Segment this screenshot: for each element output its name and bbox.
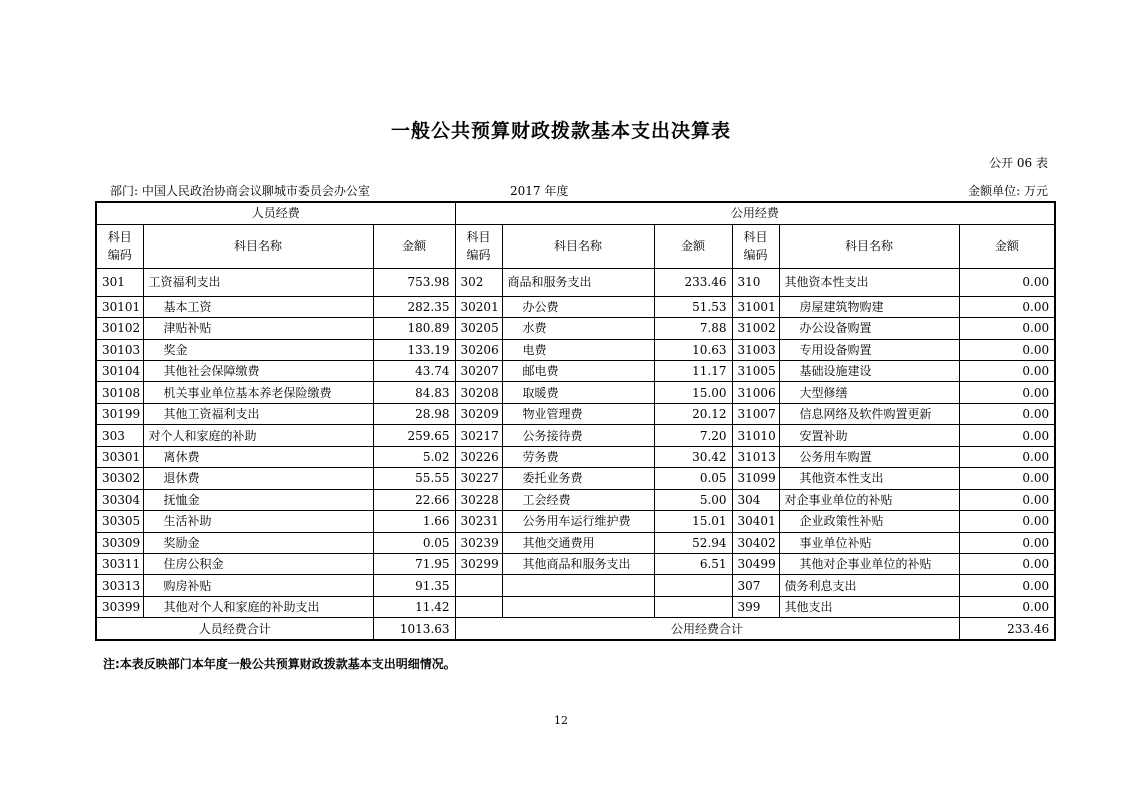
header-amount: 金额	[959, 224, 1055, 268]
public-code	[455, 596, 502, 617]
other-name: 信息网络及软件购置更新	[779, 403, 959, 424]
other-code: 31003	[732, 339, 779, 360]
other-name: 其他资本性支出	[779, 268, 959, 296]
other-amount: 0.00	[959, 489, 1055, 510]
public-code: 30228	[455, 489, 502, 510]
public-amount: 52.94	[654, 532, 732, 553]
public-amount: 5.00	[654, 489, 732, 510]
personnel-code: 30301	[96, 446, 143, 467]
other-code: 30402	[732, 532, 779, 553]
other-name: 对企事业单位的补贴	[779, 489, 959, 510]
personnel-amount: 753.98	[373, 268, 455, 296]
header-name: 科目名称	[502, 224, 654, 268]
other-name: 其他对企事业单位的补贴	[779, 553, 959, 574]
other-amount: 0.00	[959, 339, 1055, 360]
public-name: 商品和服务支出	[502, 268, 654, 296]
public-name: 委托业务费	[502, 468, 654, 489]
other-code: 399	[732, 596, 779, 617]
personnel-code: 30309	[96, 532, 143, 553]
other-code: 31002	[732, 318, 779, 339]
other-name: 办公设备购置	[779, 318, 959, 339]
personnel-amount: 11.42	[373, 596, 455, 617]
public-amount: 7.88	[654, 318, 732, 339]
public-code: 30207	[455, 361, 502, 382]
other-amount: 0.00	[959, 532, 1055, 553]
public-amount: 51.53	[654, 296, 732, 317]
personnel-amount: 282.35	[373, 296, 455, 317]
public-amount: 20.12	[654, 403, 732, 424]
personnel-name: 其他工资福利支出	[143, 403, 373, 424]
page-title: 一般公共预算财政拨款基本支出决算表	[390, 120, 731, 142]
page-number: 12	[554, 714, 568, 727]
personnel-name: 购房补贴	[143, 575, 373, 596]
personnel-amount: 1.66	[373, 511, 455, 532]
personnel-amount: 133.19	[373, 339, 455, 360]
other-name: 债务利息支出	[779, 575, 959, 596]
totals-row	[96, 618, 1055, 640]
table-row	[96, 446, 1055, 467]
public-name: 取暖费	[502, 382, 654, 403]
header-code: 科目 编码	[455, 224, 502, 268]
public-name: 办公费	[502, 296, 654, 317]
public-amount: 15.01	[654, 511, 732, 532]
personnel-name: 基本工资	[143, 296, 373, 317]
public-name	[502, 575, 654, 596]
header-amount: 金额	[373, 224, 455, 268]
header-amount: 金额	[654, 224, 732, 268]
department-label: 部门: 中国人民政治协商会议聊城市委员会办公室	[110, 184, 370, 198]
personnel-amount: 259.65	[373, 425, 455, 446]
table-row	[96, 339, 1055, 360]
other-amount: 0.00	[959, 382, 1055, 403]
other-amount: 0.00	[959, 425, 1055, 446]
public-code	[455, 575, 502, 596]
expenditure-table	[95, 201, 1056, 641]
other-amount: 0.00	[959, 553, 1055, 574]
public-name	[502, 596, 654, 617]
public-code: 30208	[455, 382, 502, 403]
other-code: 31010	[732, 425, 779, 446]
public-code: 30227	[455, 468, 502, 489]
personnel-name: 住房公积金	[143, 553, 373, 574]
personnel-total-amount: 1013.63	[373, 618, 455, 640]
personnel-code: 30104	[96, 361, 143, 382]
public-code: 30201	[455, 296, 502, 317]
other-code: 31007	[732, 403, 779, 424]
group-header-row	[96, 202, 1055, 224]
public-amount: 11.17	[654, 361, 732, 382]
public-amount: 15.00	[654, 382, 732, 403]
personnel-name: 离休费	[143, 446, 373, 467]
public-name: 邮电费	[502, 361, 654, 382]
other-amount: 0.00	[959, 403, 1055, 424]
public-name: 水费	[502, 318, 654, 339]
other-amount: 0.00	[959, 361, 1055, 382]
personnel-name: 其他社会保障缴费	[143, 361, 373, 382]
personnel-name: 工资福利支出	[143, 268, 373, 296]
table-row	[96, 318, 1055, 339]
column-header-row	[96, 224, 1055, 268]
public-amount: 0.05	[654, 468, 732, 489]
public-code: 30206	[455, 339, 502, 360]
public-amount: 233.46	[654, 268, 732, 296]
personnel-amount: 5.02	[373, 446, 455, 467]
personnel-amount: 22.66	[373, 489, 455, 510]
other-amount: 0.00	[959, 318, 1055, 339]
other-amount: 0.00	[959, 446, 1055, 467]
public-total-label: 公用经费合计	[455, 618, 959, 640]
personnel-name: 抚恤金	[143, 489, 373, 510]
other-code: 31001	[732, 296, 779, 317]
public-total-amount: 233.46	[959, 618, 1055, 640]
public-amount: 10.63	[654, 339, 732, 360]
personnel-code: 30108	[96, 382, 143, 403]
public-code: 30205	[455, 318, 502, 339]
personnel-code: 30399	[96, 596, 143, 617]
table-row	[96, 382, 1055, 403]
public-code: 30217	[455, 425, 502, 446]
table-row	[96, 553, 1055, 574]
personnel-amount: 43.74	[373, 361, 455, 382]
other-code: 31005	[732, 361, 779, 382]
other-name: 安置补助	[779, 425, 959, 446]
table-row	[96, 532, 1055, 553]
personnel-code: 30302	[96, 468, 143, 489]
personnel-name: 生活补助	[143, 511, 373, 532]
header-name: 科目名称	[779, 224, 959, 268]
personnel-total-label: 人员经费合计	[96, 618, 373, 640]
personnel-amount: 91.35	[373, 575, 455, 596]
table-row	[96, 468, 1055, 489]
public-name: 劳务费	[502, 446, 654, 467]
table-row	[96, 596, 1055, 617]
other-code: 30499	[732, 553, 779, 574]
personnel-code: 30101	[96, 296, 143, 317]
other-amount: 0.00	[959, 575, 1055, 596]
other-name: 房屋建筑物购建	[779, 296, 959, 317]
public-name: 物业管理费	[502, 403, 654, 424]
other-amount: 0.00	[959, 296, 1055, 317]
public-amount: 7.20	[654, 425, 732, 446]
public-code: 302	[455, 268, 502, 296]
table-row	[96, 268, 1055, 296]
personnel-code: 30305	[96, 511, 143, 532]
personnel-name: 退休费	[143, 468, 373, 489]
public-code: 30209	[455, 403, 502, 424]
fiscal-year: 2017 年度	[510, 184, 569, 198]
public-name: 公务用车运行维护费	[502, 511, 654, 532]
table-row	[96, 511, 1055, 532]
other-amount: 0.00	[959, 468, 1055, 489]
personnel-name: 对个人和家庭的补助	[143, 425, 373, 446]
other-code: 31006	[732, 382, 779, 403]
header-code: 科目 编码	[96, 224, 143, 268]
other-name: 其他资本性支出	[779, 468, 959, 489]
other-code: 310	[732, 268, 779, 296]
personnel-amount: 28.98	[373, 403, 455, 424]
personnel-amount: 84.83	[373, 382, 455, 403]
table-row	[96, 575, 1055, 596]
public-name: 电费	[502, 339, 654, 360]
personnel-code: 30311	[96, 553, 143, 574]
personnel-code: 30199	[96, 403, 143, 424]
table-row	[96, 361, 1055, 382]
other-name: 企业政策性补贴	[779, 511, 959, 532]
other-code: 304	[732, 489, 779, 510]
personnel-name: 奖金	[143, 339, 373, 360]
personnel-code: 30304	[96, 489, 143, 510]
table-row	[96, 489, 1055, 510]
public-name: 其他商品和服务支出	[502, 553, 654, 574]
other-amount: 0.00	[959, 268, 1055, 296]
table-row	[96, 425, 1055, 446]
other-name: 基础设施建设	[779, 361, 959, 382]
other-name: 事业单位补贴	[779, 532, 959, 553]
personnel-name: 机关事业单位基本养老保险缴费	[143, 382, 373, 403]
personnel-name: 奖励金	[143, 532, 373, 553]
public-code: 30299	[455, 553, 502, 574]
public-amount: 6.51	[654, 553, 732, 574]
group-personnel: 人员经费	[96, 202, 455, 224]
table-row	[96, 403, 1055, 424]
table-number: 公开 06 表	[989, 156, 1048, 170]
public-name: 工会经费	[502, 489, 654, 510]
other-code: 31099	[732, 468, 779, 489]
personnel-code: 30103	[96, 339, 143, 360]
other-name: 专用设备购置	[779, 339, 959, 360]
group-public: 公用经费	[455, 202, 1055, 224]
footnote: 注:本表反映部门本年度一般公共预算财政拨款基本支出明细情况。	[103, 657, 456, 671]
personnel-amount: 55.55	[373, 468, 455, 489]
personnel-code: 301	[96, 268, 143, 296]
personnel-amount: 71.95	[373, 553, 455, 574]
public-amount: 30.42	[654, 446, 732, 467]
other-code: 307	[732, 575, 779, 596]
personnel-code: 30313	[96, 575, 143, 596]
personnel-amount: 180.89	[373, 318, 455, 339]
other-name: 其他支出	[779, 596, 959, 617]
other-name: 大型修缮	[779, 382, 959, 403]
other-code: 31013	[732, 446, 779, 467]
other-name: 公务用车购置	[779, 446, 959, 467]
table-row	[96, 296, 1055, 317]
public-amount	[654, 575, 732, 596]
public-code: 30226	[455, 446, 502, 467]
header-name: 科目名称	[143, 224, 373, 268]
public-code: 30231	[455, 511, 502, 532]
personnel-code: 30102	[96, 318, 143, 339]
personnel-code: 303	[96, 425, 143, 446]
public-amount	[654, 596, 732, 617]
public-name: 其他交通费用	[502, 532, 654, 553]
header-code: 科目 编码	[732, 224, 779, 268]
public-code: 30239	[455, 532, 502, 553]
personnel-name: 其他对个人和家庭的补助支出	[143, 596, 373, 617]
public-name: 公务接待费	[502, 425, 654, 446]
personnel-name: 津贴补贴	[143, 318, 373, 339]
other-amount: 0.00	[959, 596, 1055, 617]
amount-unit: 金额单位: 万元	[968, 184, 1048, 198]
personnel-amount: 0.05	[373, 532, 455, 553]
other-code: 30401	[732, 511, 779, 532]
other-amount: 0.00	[959, 511, 1055, 532]
